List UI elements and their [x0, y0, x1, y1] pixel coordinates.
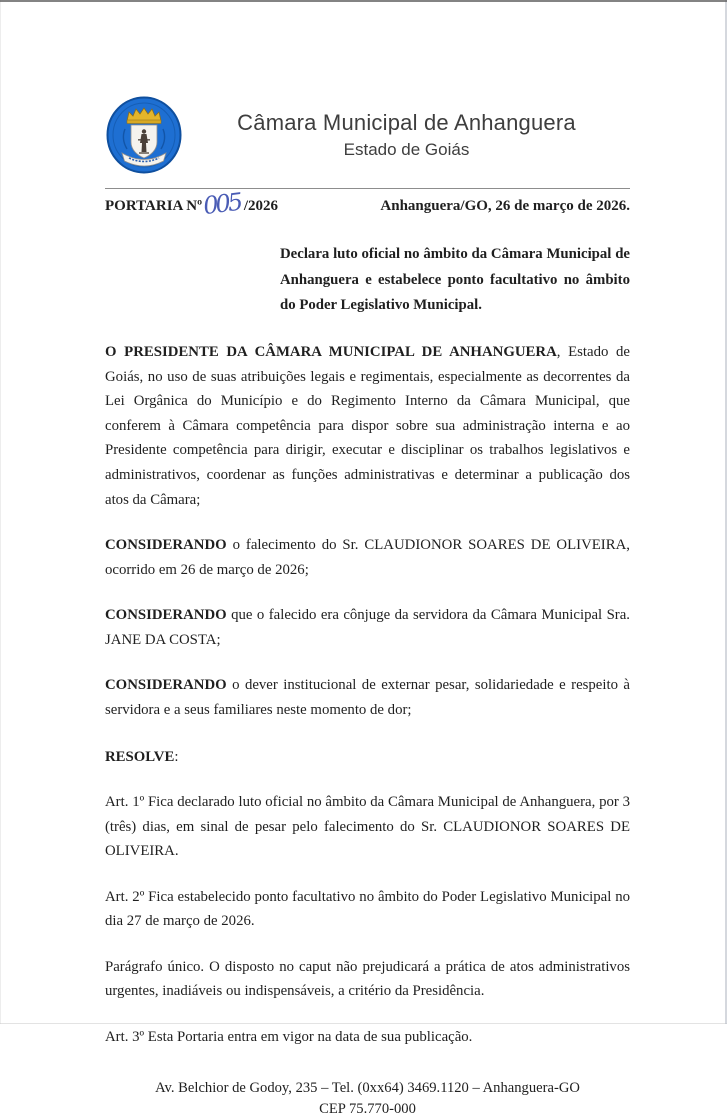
- doc-meta-line: [105, 187, 630, 221]
- considerando-rest: o dever institucional de externar pesar, solidariedade e respeito à servidora e a seus familiares neste momento de dor;: [105, 677, 630, 718]
- considerando-lead: CONSIDERANDO: [105, 677, 227, 694]
- resolve-lead: RESOLVE: [105, 748, 175, 765]
- considerando-lead: CONSIDERANDO: [105, 537, 227, 554]
- considerando-rest: o falecimento do Sr. CLAUDIONOR SOARES DE OLIVEIRA, ocorrido em 26 de março de 2026;: [105, 537, 630, 578]
- header-divider: [105, 188, 630, 189]
- summary-paragraph: Declara luto oficial no âmbito da Câmara Municipal de Anhanguera e estabelece ponto facultativo no âmbito do Poder Legislativo Municipal.: [280, 246, 630, 314]
- header-text-block: [183, 109, 630, 161]
- preamble-lead: O PRESIDENTE DA CÂMARA MUNICIPAL DE ANHANGUERA: [105, 344, 557, 361]
- org-name: Câmara Municipal de Anhanguera: [237, 110, 576, 136]
- preamble-paragraph: [105, 340, 630, 512]
- considerando-lead: CONSIDERANDO: [105, 607, 227, 624]
- dateline: Anhanguera/GO, 26 de março de 2026.: [380, 198, 630, 214]
- document-content: [105, 95, 630, 1120]
- article-paragraph: Art. 2º Fica estabelecido ponto facultativo no âmbito do Poder Legislativo Municipal no dia 27 de março de 2026.: [105, 888, 630, 930]
- article-paragraph: Parágrafo único. O disposto no caput não prejudicará a prática de atos administrativos urgentes, inadiáveis ou indispensáveis, a critério da Presidência.: [105, 958, 630, 1000]
- article-paragraph: Art. 3º Esta Portaria entra em vigor na data de sua publicação.: [105, 1029, 473, 1046]
- municipal-seal-icon: [105, 95, 183, 175]
- considerando-rest: que o falecido era cônjuge da servidora da Câmara Municipal Sra. JANE DA COSTA;: [105, 607, 630, 648]
- resolve-colon: :: [174, 748, 179, 765]
- considerando-paragraph: [105, 673, 630, 722]
- considerando-paragraph: [105, 533, 630, 582]
- considerando-paragraph: [105, 603, 630, 652]
- document-header: [105, 95, 630, 175]
- footer-cep: CEP 75.770-000: [319, 1100, 416, 1117]
- preamble-rest: , Estado de Goiás, no uso de suas atribuições legais e regimentais, especialmente as decorrentes da Lei Orgânica do Município e do Regimento Interno da Câmara Municipal, que conferem à Câmara competência para dispor sobre sua administração interna e ao Presidente competência para dirigir, executar e disciplinar os trabalhos legislativos e administrativos, coordenar as funções administrativas e determinar a publicação dos atos da Câmara;: [105, 344, 631, 508]
- doc-number-label: PORTARIA Nº: [105, 198, 203, 214]
- resolve-heading: [105, 745, 630, 770]
- footer-block: [105, 1078, 630, 1120]
- doc-number-handwritten: 005: [201, 187, 242, 221]
- doc-number: [105, 187, 279, 221]
- doc-number-suffix: /2026: [243, 198, 279, 214]
- article-paragraph: Art. 1º Fica declarado luto oficial no âmbito da Câmara Municipal de Anhanguera, por 3 (três) dias, em sinal de pesar pelo falecimento do Sr. CLAUDIONOR SOARES DE OLIVEIRA.: [105, 794, 630, 860]
- footer-address: Av. Belchior de Godoy, 235 – Tel. (0xx64) 3469.1120 – Anhanguera-GO: [155, 1079, 580, 1096]
- org-subtitle: Estado de Goiás: [343, 139, 470, 159]
